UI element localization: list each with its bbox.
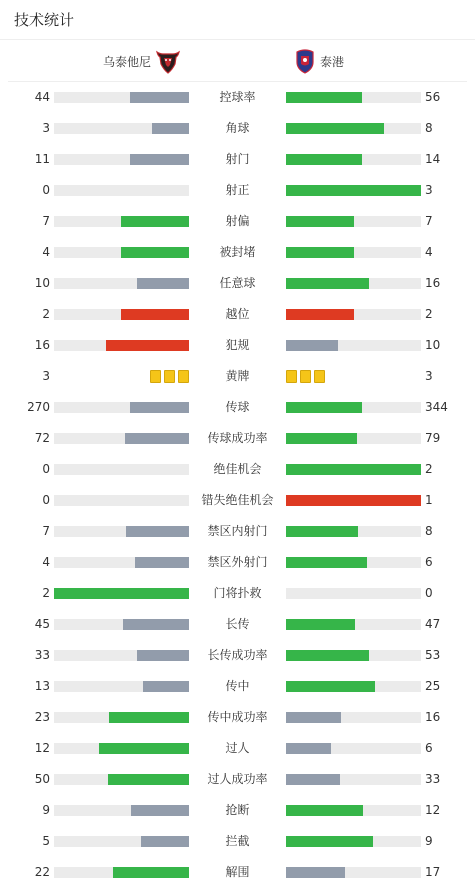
home-bar-fill <box>135 557 189 568</box>
away-bar-track <box>286 309 421 320</box>
away-bar-track <box>286 557 421 568</box>
home-bar-fill <box>131 805 189 816</box>
stat-row <box>0 578 475 609</box>
stat-label: 犯规 <box>225 338 250 352</box>
home-bar-track <box>54 557 189 568</box>
home-value: 23 <box>34 710 50 724</box>
home-value: 3 <box>42 369 50 383</box>
home-bar-track <box>54 92 189 103</box>
stat-row <box>0 237 475 268</box>
home-bar-fill <box>137 278 189 289</box>
stat-label: 解围 <box>225 865 250 879</box>
home-value: 44 <box>34 90 50 104</box>
stat-label: 绝佳机会 <box>213 462 262 476</box>
away-bar-fill <box>286 247 354 258</box>
away-bar-fill <box>286 526 358 537</box>
home-bar-track <box>54 650 189 661</box>
stats-list <box>0 82 475 888</box>
home-bar-fill <box>141 836 189 847</box>
away-bar-track <box>286 92 421 103</box>
away-value: 14 <box>425 152 441 166</box>
away-value: 9 <box>425 834 433 848</box>
away-bar-fill <box>286 836 373 847</box>
stat-label: 过人 <box>225 741 250 755</box>
yellow-card-icon <box>150 370 161 383</box>
home-value: 13 <box>34 679 50 693</box>
away-bar-track <box>286 216 421 227</box>
stat-label: 长传 <box>225 617 250 631</box>
home-bar-fill <box>121 309 189 320</box>
stat-row <box>0 764 475 795</box>
away-value: 25 <box>425 679 441 693</box>
home-yellow-cards <box>150 370 189 383</box>
stat-row <box>0 640 475 671</box>
home-bar-fill <box>152 123 189 134</box>
stat-row <box>0 733 475 764</box>
yellow-card-icon <box>164 370 175 383</box>
section-header <box>0 0 475 40</box>
away-value: 6 <box>425 741 433 755</box>
home-value: 2 <box>42 307 50 321</box>
home-bar-track <box>54 309 189 320</box>
away-value: 10 <box>425 338 441 352</box>
away-bar-fill <box>286 216 354 227</box>
stat-label: 控球率 <box>219 90 256 104</box>
yellow-card-icon <box>314 370 325 383</box>
home-bar-track <box>54 681 189 692</box>
section-title: 技术统计 <box>14 11 75 29</box>
stat-row <box>0 826 475 857</box>
home-bar-fill <box>137 650 189 661</box>
away-bar-fill <box>286 712 341 723</box>
away-bar-fill <box>286 92 362 103</box>
home-bar-track <box>54 216 189 227</box>
away-bar-track <box>286 867 421 878</box>
away-bar-track <box>286 495 421 506</box>
home-value: 3 <box>42 121 50 135</box>
yellow-card-icon <box>286 370 297 383</box>
away-value: 8 <box>425 121 433 135</box>
home-bar-fill <box>106 340 189 351</box>
stat-row <box>0 702 475 733</box>
home-value: 7 <box>42 214 50 228</box>
stat-label: 过人成功率 <box>207 772 268 786</box>
stat-row <box>0 144 475 175</box>
home-bar-track <box>54 774 189 785</box>
away-bar-fill <box>286 464 421 475</box>
home-value: 0 <box>42 493 50 507</box>
home-value: 50 <box>34 772 50 786</box>
away-yellow-cards <box>286 370 325 383</box>
home-bar-track <box>54 247 189 258</box>
home-team-name: 乌泰他尼 <box>102 54 151 69</box>
away-value: 56 <box>425 90 441 104</box>
home-value: 22 <box>34 865 50 879</box>
home-bar-fill <box>130 92 189 103</box>
home-bar-track <box>54 588 189 599</box>
away-bar-track <box>286 433 421 444</box>
yellow-card-icon <box>300 370 311 383</box>
away-value: 12 <box>425 803 441 817</box>
stat-label: 传球 <box>225 400 250 414</box>
home-value: 2 <box>42 586 50 600</box>
away-bar-fill <box>286 681 375 692</box>
away-bar-track <box>286 185 421 196</box>
away-bar-track <box>286 340 421 351</box>
away-bar-track <box>286 402 421 413</box>
home-bar-fill <box>113 867 189 878</box>
home-bar-track <box>54 712 189 723</box>
home-bar-fill <box>109 712 189 723</box>
away-value: 344 <box>425 400 448 414</box>
away-bar-fill <box>286 774 340 785</box>
home-bar-fill <box>125 433 189 444</box>
away-bar-fill <box>286 619 355 630</box>
away-bar-track <box>286 836 421 847</box>
away-value: 8 <box>425 524 433 538</box>
stat-label: 门将扑救 <box>213 586 262 600</box>
stat-row <box>0 82 475 113</box>
home-value: 10 <box>34 276 50 290</box>
home-bar-track <box>54 526 189 537</box>
away-bar-track <box>286 154 421 165</box>
home-bar-fill <box>130 154 189 165</box>
stat-row <box>0 299 475 330</box>
stat-label: 拦截 <box>225 834 250 848</box>
home-bar-fill <box>54 588 189 599</box>
stat-row <box>0 113 475 144</box>
away-value: 17 <box>425 865 441 879</box>
away-bar-track <box>286 247 421 258</box>
stat-label: 禁区内射门 <box>207 524 268 538</box>
stat-label: 错失绝佳机会 <box>201 493 274 507</box>
home-bar-track <box>54 495 189 506</box>
away-value: 1 <box>425 493 433 507</box>
home-bar-fill <box>121 216 189 227</box>
away-value: 16 <box>425 710 441 724</box>
home-bar-fill <box>126 526 189 537</box>
away-bar-track <box>286 619 421 630</box>
stat-row <box>0 361 475 392</box>
away-team-name: 泰港 <box>320 54 345 69</box>
away-bar-track <box>286 712 421 723</box>
away-bar-fill <box>286 402 362 413</box>
stat-label: 被封堵 <box>219 245 256 259</box>
home-value: 4 <box>42 245 50 259</box>
stat-row <box>0 330 475 361</box>
home-bar-track <box>54 464 189 475</box>
home-bar-track <box>54 619 189 630</box>
stat-label: 越位 <box>225 307 250 321</box>
home-bar-track <box>54 402 189 413</box>
away-bar-fill <box>286 805 363 816</box>
home-value: 12 <box>34 741 50 755</box>
home-value: 4 <box>42 555 50 569</box>
away-bar-track <box>286 588 421 599</box>
stat-row <box>0 795 475 826</box>
away-bar-fill <box>286 278 369 289</box>
home-value: 72 <box>34 431 50 445</box>
away-bar-fill <box>286 309 354 320</box>
home-bar-fill <box>108 774 189 785</box>
buffalo-crest-icon <box>155 48 181 74</box>
home-bar-fill <box>123 619 189 630</box>
away-bar-fill <box>286 185 421 196</box>
home-bar-track <box>54 278 189 289</box>
home-bar-fill <box>130 402 189 413</box>
stat-label: 任意球 <box>219 276 256 290</box>
home-value: 45 <box>34 617 50 631</box>
away-value: 33 <box>425 772 441 786</box>
home-value: 0 <box>42 183 50 197</box>
home-bar-track <box>54 154 189 165</box>
home-value: 11 <box>34 152 50 166</box>
stat-label: 角球 <box>225 121 250 135</box>
stat-label: 射门 <box>225 152 250 166</box>
away-bar-fill <box>286 495 421 506</box>
stat-label: 传中成功率 <box>207 710 268 724</box>
stat-row <box>0 206 475 237</box>
away-bar-track <box>286 681 421 692</box>
away-bar-track <box>286 278 421 289</box>
away-value: 2 <box>425 462 433 476</box>
away-value: 4 <box>425 245 433 259</box>
away-bar-track <box>286 526 421 537</box>
stat-row <box>0 857 475 888</box>
home-bar-track <box>54 185 189 196</box>
away-bar-track <box>286 743 421 754</box>
stat-row <box>0 516 475 547</box>
away-bar-fill <box>286 433 357 444</box>
away-bar-fill <box>286 743 331 754</box>
stat-label: 禁区外射门 <box>207 555 268 569</box>
stat-label: 传球成功率 <box>207 431 268 445</box>
away-bar-fill <box>286 650 369 661</box>
away-value: 16 <box>425 276 441 290</box>
stat-label: 长传成功率 <box>207 648 268 662</box>
yellow-card-icon <box>178 370 189 383</box>
stat-row <box>0 268 475 299</box>
stat-row <box>0 175 475 206</box>
home-value: 33 <box>34 648 50 662</box>
stat-row <box>0 392 475 423</box>
away-bar-fill <box>286 123 384 134</box>
away-bar-track <box>286 650 421 661</box>
home-bar-track <box>54 743 189 754</box>
home-value: 7 <box>42 524 50 538</box>
away-bar-track <box>286 774 421 785</box>
home-value: 16 <box>34 338 50 352</box>
home-bar-track <box>54 433 189 444</box>
away-bar-fill <box>286 557 367 568</box>
away-value: 6 <box>425 555 433 569</box>
away-value: 79 <box>425 431 441 445</box>
stat-label: 射正 <box>225 183 250 197</box>
home-value: 5 <box>42 834 50 848</box>
away-value: 47 <box>425 617 441 631</box>
away-value: 7 <box>425 214 433 228</box>
home-bar-fill <box>99 743 189 754</box>
away-value: 3 <box>425 183 433 197</box>
away-value: 2 <box>425 307 433 321</box>
away-value: 53 <box>425 648 441 662</box>
stat-row <box>0 485 475 516</box>
port-crest-icon <box>294 48 316 74</box>
home-bar-fill <box>121 247 189 258</box>
stat-row <box>0 423 475 454</box>
home-value: 270 <box>27 400 50 414</box>
away-bar-track <box>286 123 421 134</box>
home-bar-fill <box>143 681 189 692</box>
stat-row <box>0 454 475 485</box>
home-bar-track <box>54 805 189 816</box>
stat-label: 抢断 <box>225 803 250 817</box>
home-team[interactable] <box>103 48 181 74</box>
home-value: 0 <box>42 462 50 476</box>
home-bar-track <box>54 340 189 351</box>
home-bar-track <box>54 123 189 134</box>
home-value: 9 <box>42 803 50 817</box>
stat-label: 传中 <box>225 679 250 693</box>
away-bar-fill <box>286 867 345 878</box>
away-bar-fill <box>286 154 362 165</box>
home-bar-track <box>54 836 189 847</box>
away-bar-track <box>286 464 421 475</box>
away-value: 0 <box>425 586 433 600</box>
away-bar-fill <box>286 340 338 351</box>
stat-row <box>0 671 475 702</box>
away-bar-track <box>286 805 421 816</box>
home-bar-track <box>54 867 189 878</box>
away-value: 3 <box>425 369 433 383</box>
away-team[interactable] <box>294 48 344 74</box>
teams-row <box>8 40 467 82</box>
stat-row <box>0 547 475 578</box>
stat-label: 黄牌 <box>225 369 250 383</box>
stat-label: 射偏 <box>225 214 250 228</box>
stat-row <box>0 609 475 640</box>
